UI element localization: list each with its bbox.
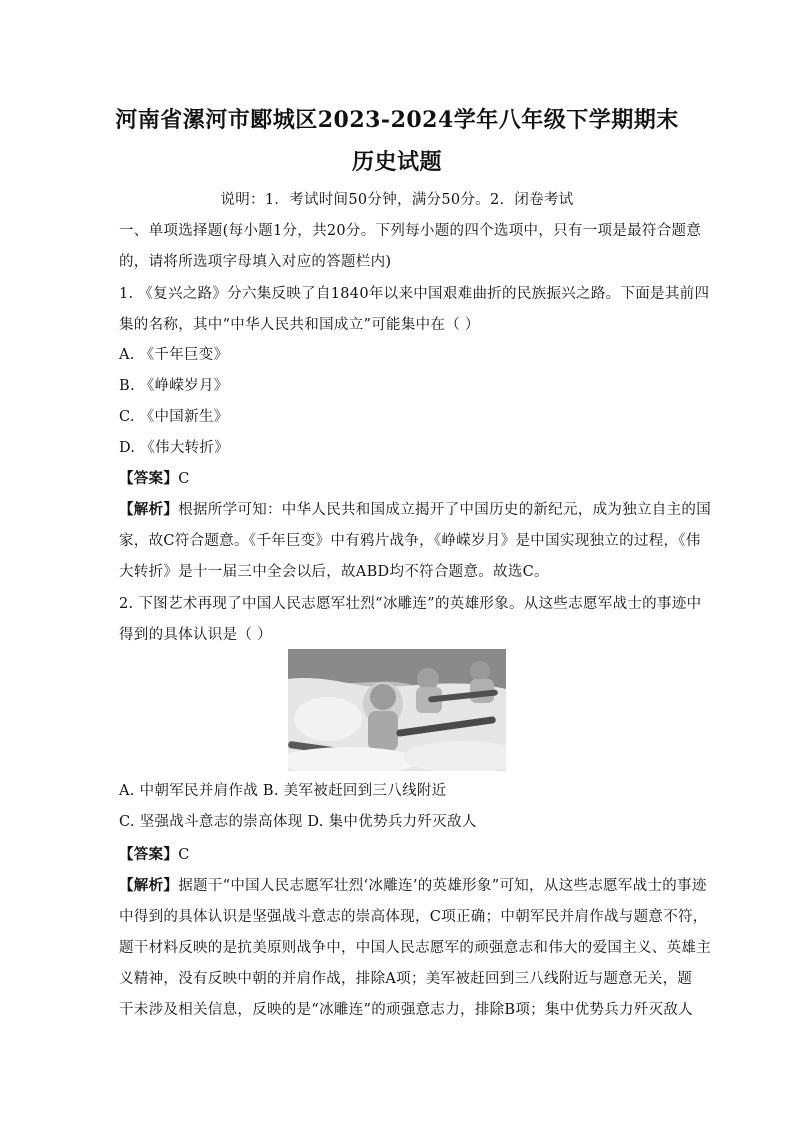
q2-answer [119, 843, 190, 864]
answer-tag: 【答案】 [119, 470, 179, 487]
q1-analysis-line2: 家，故C符合题意。《千年巨变》中有鸦片战争，《峥嵘岁月》是中国实现独立的过程，《伟 [119, 533, 701, 549]
q2-analysis-line2: 中得到的具体认识是坚强战斗意志的崇高体现，C项正确；中朝军民并肩作战与题意不符， [119, 909, 708, 925]
exam-title-line2: 历史试题 [351, 149, 442, 175]
analysis-text: 根据所学可知：中华人民共和国成立揭开了中国历史的新纪元，成为独立自主的国 [178, 502, 711, 518]
q1-option-b: B. 《峥嵘岁月》 [119, 378, 229, 394]
answer-value: C [178, 847, 190, 863]
q2-analysis-line5: 干未涉及相关信息，反映的是“冰雕连”的顽强意志力，排除B项；集中优势兵力歼灭敌人 [119, 1002, 693, 1018]
q1-stem-line1: 1. 《复兴之路》分六集反映了自1840年以来中国艰难曲折的民族振兴之路。下面是其前四 [119, 286, 710, 302]
q2-stem-line2: 得到的具体认识是（ ） [119, 627, 272, 643]
q1-analysis-line1 [119, 498, 711, 519]
analysis-text: 据题干“中国人民志愿军壮烈‘冰雕连’的英雄形象”可知，从这些志愿军战士的事迹 [178, 878, 707, 894]
exam-title-line1: 河南省漯河市郾城区2023-2024学年八年级下学期期末 [115, 107, 679, 133]
q2-analysis-line1 [119, 874, 707, 895]
analysis-tag: 【解析】 [119, 501, 179, 518]
q1-option-c: C. 《中国新生》 [119, 409, 229, 425]
q2-options-line2: C. 坚强战斗意志的崇高体现 D. 集中优势兵力歼灭敌人 [119, 814, 477, 830]
q2-stem-line1: 2. 下图艺术再现了中国人民志愿军壮烈“冰雕连”的英雄形象。从这些志愿军战士的事迹中 [119, 596, 702, 612]
q1-answer [119, 467, 190, 488]
q2-analysis-line3: 题干材料反映的是抗美原则战争中，中国人民志愿军的顽强意志和伟大的爱国主义、英雄主 [119, 940, 711, 956]
answer-value: C [178, 471, 190, 487]
q1-analysis-line3: 大转折》是十一届三中全会以后，故ABD均不符合题意。故选C。 [119, 564, 549, 580]
q1-stem-line2: 集的名称，其中“中华人民共和国成立”可能集中在（ ） [119, 317, 480, 333]
answer-tag: 【答案】 [119, 846, 179, 863]
exam-instructions: 说明：1．考试时间50分钟，满分50分。2．闭卷考试 [220, 192, 574, 208]
q1-option-a: A. 《千年巨变》 [119, 347, 229, 363]
q2-options-line1: A. 中朝军民并肩作战 B. 美军被赶回到三八线附近 [119, 783, 447, 799]
ice-sculpture-company-photo [288, 649, 506, 771]
q2-analysis-line4: 义精神，没有反映中朝的并肩作战，排除A项；美军被赶回到三八线附近与题意无关，题 [119, 971, 693, 987]
section-heading-line2: 的，请将所选项字母填入对应的答题栏内) [119, 254, 392, 270]
analysis-tag: 【解析】 [119, 877, 179, 894]
q1-option-d: D. 《伟大转折》 [119, 440, 230, 456]
section-heading-line1: 一、单项选择题(每小题1分，共20分。下列每小题的四个选项中，只有一项是最符合题意 [119, 223, 702, 239]
